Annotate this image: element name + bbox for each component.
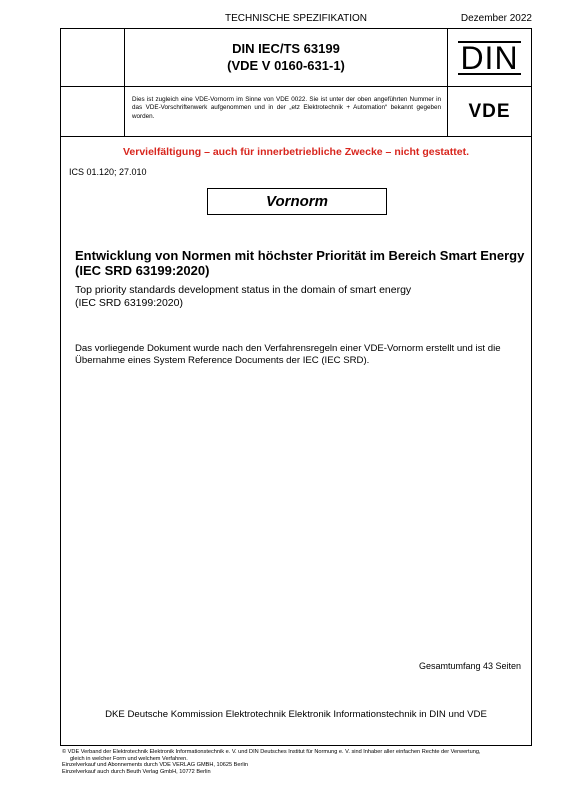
document-number xyxy=(125,29,448,86)
title-english xyxy=(75,284,525,310)
header-blank-cell xyxy=(61,29,125,86)
din-logo-text: DIN xyxy=(460,39,519,76)
status-box: Vornorm xyxy=(207,188,387,215)
document-type: TECHNISCHE SPEZIFIKATION xyxy=(224,13,368,24)
title-german-line-1: Entwicklung von Normen mit höchster Priorität im Bereich Smart Energy xyxy=(75,248,525,263)
footer-line-1: © VDE Verband der Elektrotechnik Elektronik Informationstechnik e. V. und DIN Deutsches Institut für Normung e. V. sind Inhaber aller einfachen Rechte der Verwertung, xyxy=(62,749,481,755)
vde-logo: VDE xyxy=(468,100,511,122)
header-row-2 xyxy=(61,87,531,137)
copyright-footer xyxy=(62,749,532,775)
copy-warning: Vervielfältigung – auch für innerbetriebliche Zwecke – nicht gestattet. xyxy=(122,146,469,158)
document-number-line-2: (VDE V 0160-631-1) xyxy=(227,58,345,73)
din-logo xyxy=(448,29,531,86)
cover-frame xyxy=(60,28,532,746)
title-english-line-1: Top priority standards development status in the domain of smart energy xyxy=(75,284,412,296)
publication-date: Dezember 2022 xyxy=(460,13,532,24)
vde-note: Dies ist zugleich eine VDE-Vornorm im Sinne von VDE 0022. Sie ist unter der oben angeführten Nummer in das VDE-Vorschriftenwerk aufgenommen und in der „etz Elektrotechnik + Automation“ bekannt gegeben worden. xyxy=(125,87,448,136)
header-row-1 xyxy=(61,29,531,87)
title-german-line-2: (IEC SRD 63199:2020) xyxy=(75,263,210,278)
document-number-line-1: DIN IEC/TS 63199 xyxy=(232,41,340,56)
ics-codes: ICS 01.120; 27.010 xyxy=(69,167,147,177)
dke-line: DKE Deutsche Kommission Elektrotechnik Elektronik Informationstechnik in DIN und VDE xyxy=(105,709,487,720)
title-english-line-2: (IEC SRD 63199:2020) xyxy=(75,297,183,309)
footer-line-4: Einzelverkauf auch durch Beuth Verlag GmbH, 10772 Berlin xyxy=(62,768,211,775)
header-blank-cell-2 xyxy=(61,87,125,136)
footer-line-3: Einzelverkauf und Abonnements durch VDE VERLAG GMBH, 10625 Berlin xyxy=(62,762,248,769)
body-paragraph: Das vorliegende Dokument wurde nach den Verfahrensregeln einer VDE-Vornorm erstellt und ist die Übernahme eines System Reference Documents der IEC (IEC SRD). xyxy=(75,343,501,366)
top-header xyxy=(60,13,532,27)
title-german xyxy=(75,248,525,278)
footer-line-2: gleich in welcher Form und welchem Verfahren. xyxy=(70,755,188,762)
total-pages: Gesamtumfang 43 Seiten xyxy=(418,661,521,671)
